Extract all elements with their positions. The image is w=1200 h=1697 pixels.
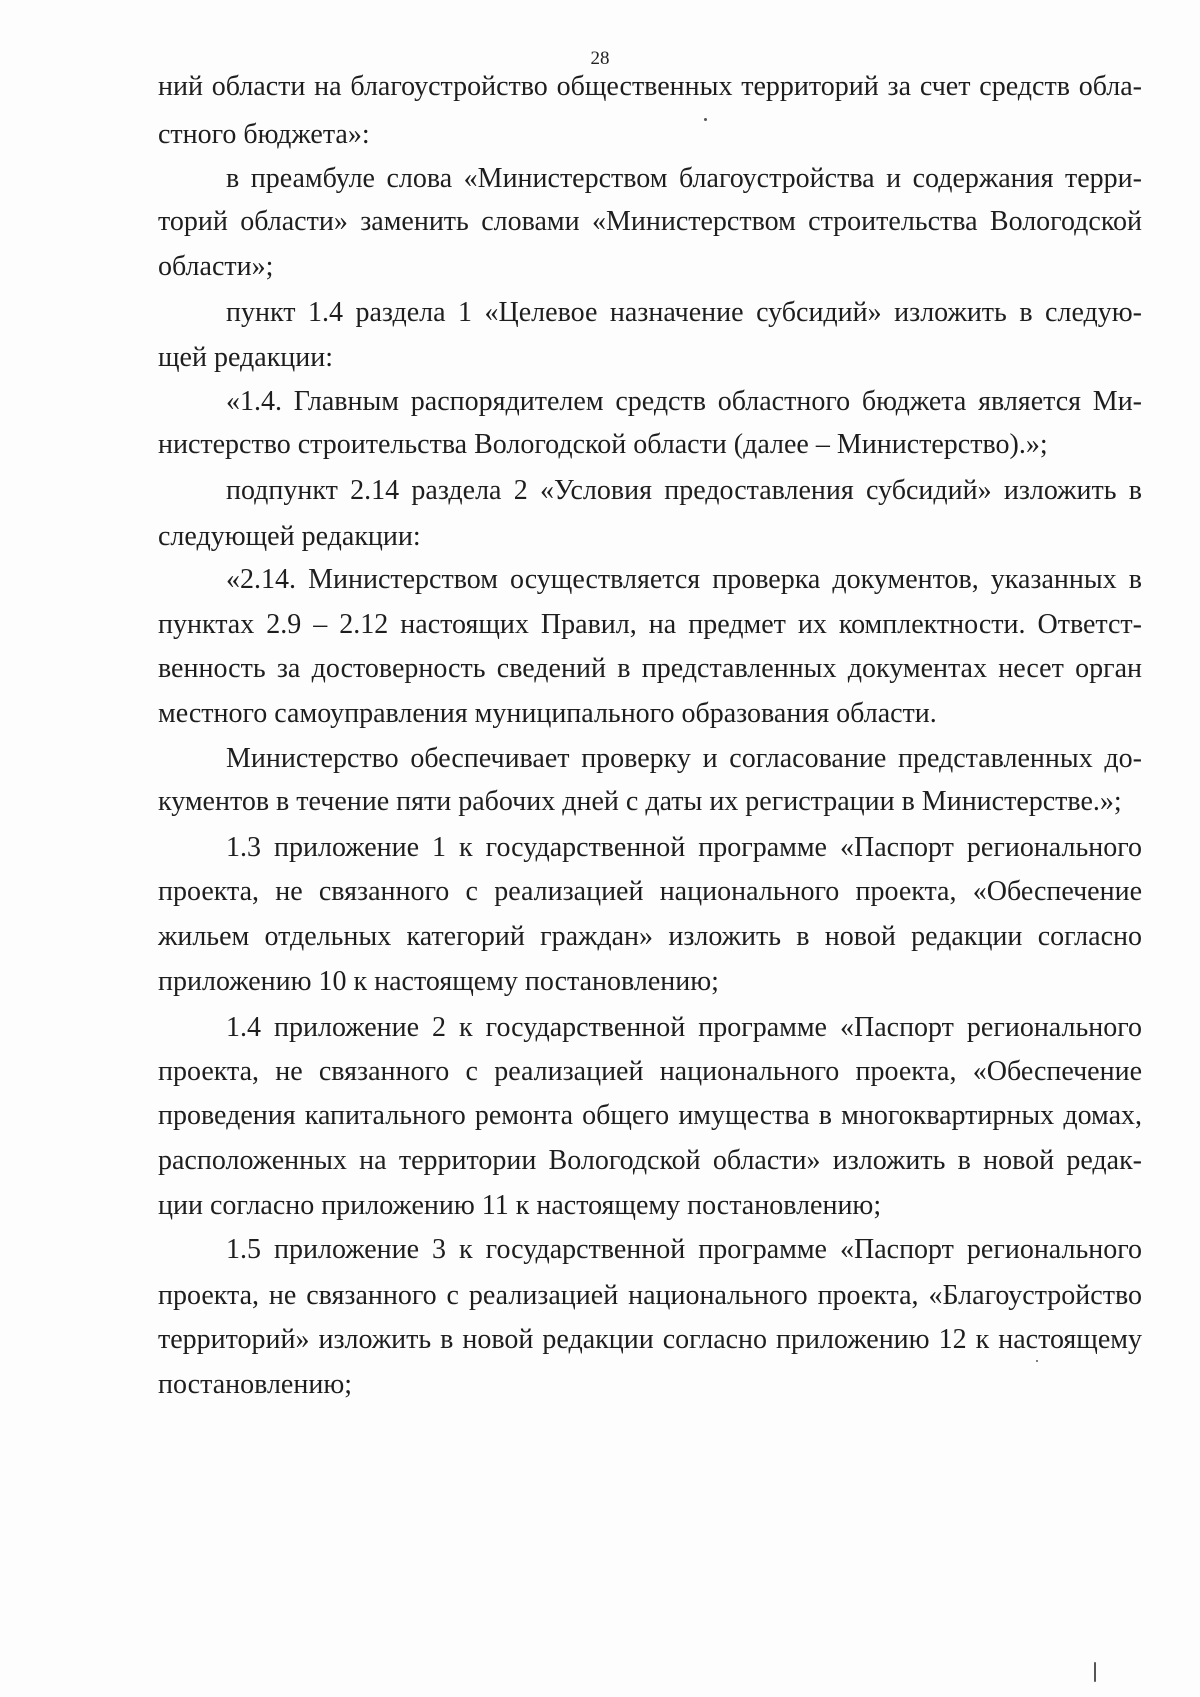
text-line: жильем отдельных категорий граждан» изложить в новой редакции согласно — [158, 921, 1142, 952]
text-line: проекта, не связанного с реализацией национального проекта, «Обеспечение — [158, 1056, 1142, 1087]
text-line: проекта, не связанного с реализацией национального проекта, «Благоустройство — [158, 1280, 1142, 1311]
text-line: ции согласно приложению 11 к настоящему постановлению; — [158, 1190, 882, 1221]
text-line: местного самоуправления муниципального образования области. — [158, 698, 937, 729]
text-line: области»; — [158, 251, 274, 282]
text-line: в преамбуле слова «Министерством благоустройства и содержания терри- — [226, 163, 1142, 194]
scan-speck — [1036, 1360, 1038, 1362]
text-line: приложению 10 к настоящему постановлению; — [158, 966, 719, 997]
page-number: 28 — [590, 48, 610, 69]
text-line: 1.4 приложение 2 к государственной программе «Паспорт регионального — [226, 1012, 1142, 1043]
text-line: венность за достоверность сведений в представленных документах несет орган — [158, 653, 1142, 684]
text-line: «1.4. Главным распорядителем средств областного бюджета является Ми- — [226, 386, 1142, 417]
text-line: 1.5 приложение 3 к государственной программе «Паспорт регионального — [226, 1234, 1142, 1265]
text-line: ний области на благоустройство общественных территорий за счет средств обла- — [158, 71, 1142, 102]
scan-mark — [1094, 1662, 1096, 1682]
text-line: 1.3 приложение 1 к государственной программе «Паспорт регионального — [226, 832, 1142, 863]
text-line: следующей редакции: — [158, 521, 421, 552]
text-line: торий области» заменить словами «Министерством строительства Вологодской — [158, 206, 1142, 237]
text-line: пункт 1.4 раздела 1 «Целевое назначение субсидий» изложить в следую- — [226, 297, 1142, 328]
scan-speck — [704, 118, 707, 121]
text-line: «2.14. Министерством осуществляется проверка документов, указанных в — [226, 564, 1142, 595]
text-line: пунктах 2.9 – 2.12 настоящих Правил, на предмет их комплектности. Ответст- — [158, 609, 1142, 640]
text-line: расположенных на территории Вологодской области» изложить в новой редак- — [158, 1145, 1142, 1176]
text-line: территорий» изложить в новой редакции согласно приложению 12 к настоящему — [158, 1324, 1142, 1355]
text-line: Министерство обеспечивает проверку и согласование представленных до- — [226, 743, 1142, 774]
text-line: нистерство строительства Вологодской области (далее – Министерство).»; — [158, 429, 1048, 460]
text-line: подпункт 2.14 раздела 2 «Условия предоставления субсидий» изложить в — [226, 475, 1142, 506]
text-line: постановлению; — [158, 1369, 353, 1400]
text-line: проекта, не связанного с реализацией национального проекта, «Обеспечение — [158, 876, 1142, 907]
text-line: стного бюджета»: — [158, 119, 370, 150]
text-line: проведения капитального ремонта общего имущества в многоквартирных домах, — [158, 1100, 1142, 1131]
text-line: кументов в течение пяти рабочих дней с даты их регистрации в Министерстве.»; — [158, 786, 1122, 817]
text-line: щей редакции: — [158, 342, 334, 373]
